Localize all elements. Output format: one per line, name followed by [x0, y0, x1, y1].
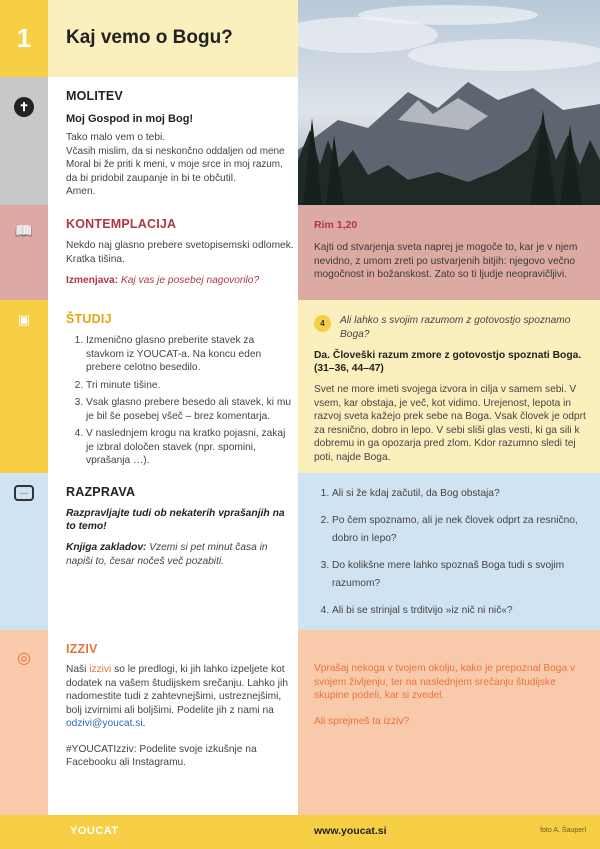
kontemplacija-sidebar — [0, 205, 48, 300]
studij-step: 4. V naslednjem krogu na kratko pojasni, zakaj je izbral določen stavek (npr. spomini, vprašanja …). — [86, 427, 292, 468]
izziv-text: so le predlogi, ki jih lahko izpeljete kot dodatek na vašem študijskem srečanju. Lahko jih nadomestite tudi z zahtevnejšimi, ustreznejšimi, bolj izvirnimi ali boljšimi. Podelite jih z nami na — [66, 664, 288, 716]
question-item: 1. Ali si že kdaj začutil, da Bog obstaja? — [332, 485, 592, 503]
youcat-answer: Svet ne more imeti svojega izvora in cilja v samem sebi. V vsem, kar obstaja, je več, kot vidimo. Urejenost, lepota in razvoj sveta kažejo prek sebe na Boga. Vsak človek je odprt za resnično, dobro in lepo. V sebi sliši glas vesti, ki ga sili k dobremu in ga opozarja pred zlom. Kdor razumno sledi tej poti, najde Boga. — [314, 384, 586, 463]
bible-icon: 📖 — [14, 223, 34, 240]
youcat-box — [298, 300, 600, 473]
kontemplacija-content — [48, 205, 298, 300]
footer-right — [298, 815, 600, 849]
izmenjava-line — [66, 274, 294, 288]
title-box — [48, 0, 298, 77]
photo-credit: foto A. Šauperl — [540, 827, 586, 834]
footer-side — [0, 815, 48, 849]
izziv-sidebar — [0, 630, 48, 815]
razprava-heading: RAZPRAVA — [66, 485, 136, 499]
prayer-text — [66, 131, 294, 199]
footer-left — [48, 815, 298, 849]
challenge-box — [298, 630, 600, 815]
prayer-line: Moral bi že priti k meni, v moje srce in moj razum, — [66, 159, 283, 170]
molitev-subtitle: Moj Gospod in moj Bog! — [66, 113, 194, 125]
prayer-line: da bi pridobil zaupanje in bi te občutil. — [66, 172, 236, 184]
target-icon: ◎ — [17, 650, 31, 667]
izziv-content — [48, 630, 298, 815]
izmenjava-label: Izmenjava: — [66, 275, 119, 286]
book-icon: ▣ — [17, 312, 31, 327]
scripture-quote: Kajti od stvarjenja sveta naprej je mogoče to, kar je v njem nevidno, z umom zreti po ustvarjenih bitjih: njegovo večno mogočnost in božanskost. Zato so ti ljudje neopravičljivi. — [314, 242, 578, 280]
youcat-logo: YOUCAT — [70, 825, 119, 837]
website-link[interactable]: www.youcat.si — [314, 825, 387, 837]
razprava-content — [48, 473, 298, 630]
izziv-hashtag-text: #YOUCATIzziv: Podelite svoje izkušnje na Facebooku ali Instagramu. — [66, 743, 257, 768]
knjiga-zakladov — [66, 541, 296, 568]
question-item: 3. Do kolikšne mere lahko spoznaš Boga tudi s svojim razumom? — [332, 557, 592, 593]
question-item: 2. Po čem spoznamo, ali je nek človek odprt za resnično, dobro in lepo? — [332, 512, 592, 548]
challenge-text: Vprašaj nekoga v tvojem okolju, kako je prepoznal Boga v svojem življenju, ter na naslednjem srečanju študijske skupine podeli, kar si zvedel. — [314, 663, 576, 701]
discussion-questions — [298, 473, 600, 630]
studij-content — [48, 300, 298, 473]
prayer-line: Amen. — [66, 186, 96, 197]
molitev-sidebar — [0, 77, 48, 205]
studij-sidebar — [0, 300, 48, 473]
izziv-section — [0, 630, 600, 815]
kontemplacija-text: Nekdo naj glasno prebere svetopisemski odlomek. Kratka tišina. — [66, 240, 294, 265]
chapter-number: 1 — [16, 23, 32, 53]
prayer-line: Tako malo vem o tebi. — [66, 132, 166, 143]
chapter-number-box — [0, 0, 48, 77]
challenge-accept: Ali sprejmeš ta izziv? — [314, 715, 410, 727]
izziv-text: . — [142, 718, 146, 729]
razprava-section — [0, 473, 600, 630]
studij-step: 1. Izmenično glasno preberite stavek za stavkom iz YOUCAT-a. Na koncu eden prebere celotno besedilo. — [86, 334, 292, 375]
chat-icon: ··· — [14, 485, 34, 501]
studij-step: 3. Vsak glasno prebere besedo ali stavek, ki mu je bil še posebej všeč – brez komentarja. — [86, 396, 292, 423]
kontemplacija-section — [0, 205, 600, 300]
page-title: Kaj vemo o Bogu? — [66, 27, 233, 48]
izmenjava-text: Kaj vas je posebej nagovorilo? — [120, 275, 260, 286]
prayer-line: Včasih mislim, da si neskončno oddaljen od mene — [66, 145, 285, 157]
razprava-sidebar — [0, 473, 48, 630]
question-item: 4. Ali bi se strinjal s trditvijo »iz nič ni nič«? — [332, 602, 592, 620]
izzivi-link[interactable]: izzivi — [89, 664, 112, 675]
email-link[interactable]: odzivi@youcat.si — [66, 718, 143, 729]
youcat-answer-title: Da. Človeški razum zmore z gotovostjo spoznati Boga. (31–36, 44–47) — [314, 350, 582, 374]
knjiga-label: Knjiga zakladov: — [66, 542, 147, 553]
izziv-intro — [66, 663, 292, 731]
molitev-section — [0, 77, 600, 205]
question-list — [314, 485, 592, 620]
molitev-heading: MOLITEV — [66, 89, 123, 103]
youcat-question-row — [314, 314, 586, 341]
studij-section — [0, 300, 600, 473]
izziv-heading: IZZIV — [66, 642, 98, 656]
footer — [0, 815, 600, 849]
studij-heading: ŠTUDIJ — [66, 312, 112, 326]
cross-icon: ✝ — [14, 97, 34, 117]
youcat-question: Ali lahko s svojim razumom z gotovostjo spoznamo Boga? — [340, 315, 571, 340]
studij-step: 2. Tri minute tišine. — [86, 379, 292, 393]
studij-steps — [66, 334, 292, 468]
question-number-badge: 4 — [314, 315, 331, 332]
scripture-ref: Rim 1,20 — [314, 219, 358, 231]
razprava-subtitle: Razpravljajte tudi ob nekaterih vprašanjih na to temo! — [66, 508, 285, 532]
scripture-box — [298, 205, 600, 300]
molitev-content — [48, 77, 298, 205]
knjiga-text: Vzemi si pet minut časa in napiši to, česar nočeš več pozabiti. — [66, 542, 268, 567]
kontemplacija-heading: KONTEMPLACIJA — [66, 217, 177, 231]
izziv-text: Naši — [66, 664, 90, 675]
